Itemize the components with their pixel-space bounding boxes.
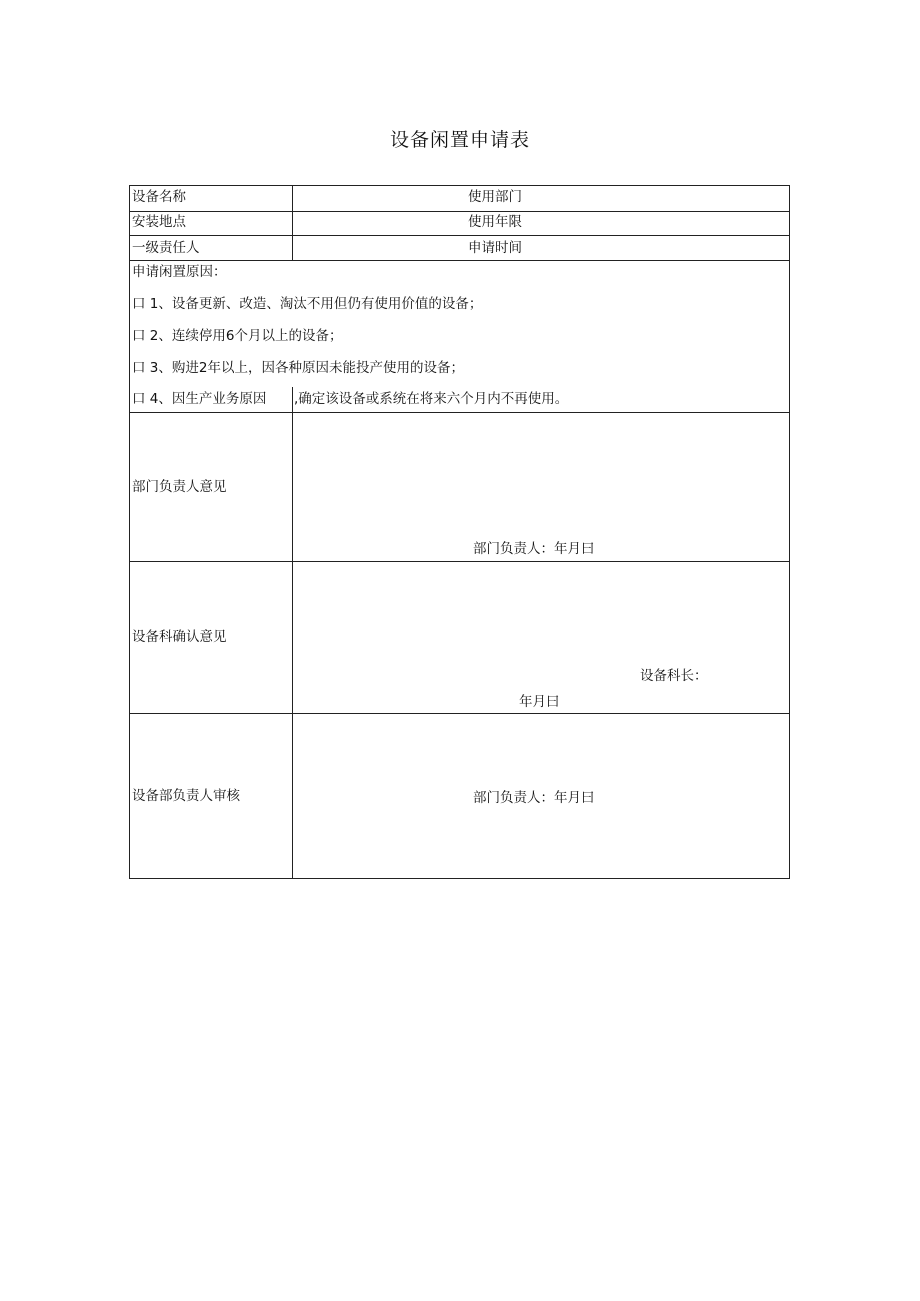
reason-text-4: 4、因生产业务原因 xyxy=(149,391,267,407)
checkbox-icon[interactable]: 口 xyxy=(132,328,146,344)
checkbox-icon[interactable]: 口 xyxy=(132,360,146,376)
row-divider xyxy=(130,412,789,413)
service-years-label: 使用年限 xyxy=(468,214,522,230)
reason-text-2: 2、连续停用6个月以上的设备； xyxy=(149,328,343,344)
dept-opinion-signature: 部门负责人：年月曰 xyxy=(473,541,595,557)
dept-opinion-label: 部门负责人意见 xyxy=(132,479,227,495)
section-chief-signature: 设备科长： xyxy=(640,668,708,684)
reason-option-3[interactable] xyxy=(132,362,464,376)
form-title: 设备闲置申请表 xyxy=(389,129,530,151)
reason-text-4-continued: ,确定该设备或系统在将来六个月内不再使用。 xyxy=(294,391,569,407)
reasons-heading: 申请闲置原因： xyxy=(132,264,227,280)
checkbox-icon[interactable]: 口 xyxy=(132,391,146,407)
using-department-label: 使用部门 xyxy=(468,189,522,205)
column-divider xyxy=(292,186,293,260)
application-time-label: 申请时间 xyxy=(468,240,522,256)
column-divider xyxy=(292,412,293,879)
reason-option-1[interactable] xyxy=(132,298,482,312)
row-divider xyxy=(130,713,789,714)
row-divider xyxy=(130,211,789,212)
reason-option-2[interactable] xyxy=(132,330,342,344)
reason-text-1: 1、设备更新、改造、淘汰不用但仍有使用价值的设备； xyxy=(149,296,483,312)
equipment-name-label: 设备名称 xyxy=(132,189,186,205)
responsible-person-label: 一级责任人 xyxy=(132,240,200,256)
dept-review-signature: 部门负责人：年月曰 xyxy=(473,790,595,806)
checkbox-icon[interactable]: 口 xyxy=(132,296,146,312)
row-divider xyxy=(130,561,789,562)
row-divider xyxy=(130,235,789,236)
reason-option-4[interactable] xyxy=(132,393,266,407)
row-divider xyxy=(130,260,789,261)
install-location-label: 安装地点 xyxy=(132,214,186,230)
application-form-table xyxy=(129,185,790,879)
column-divider xyxy=(292,387,293,412)
section-confirm-label: 设备科确认意见 xyxy=(132,629,227,645)
dept-review-label: 设备部负责人审核 xyxy=(132,788,240,804)
section-confirm-date: 年月曰 xyxy=(519,694,560,710)
reason-text-3: 3、购进2年以上，因各种原因未能投产使用的设备； xyxy=(149,360,464,376)
